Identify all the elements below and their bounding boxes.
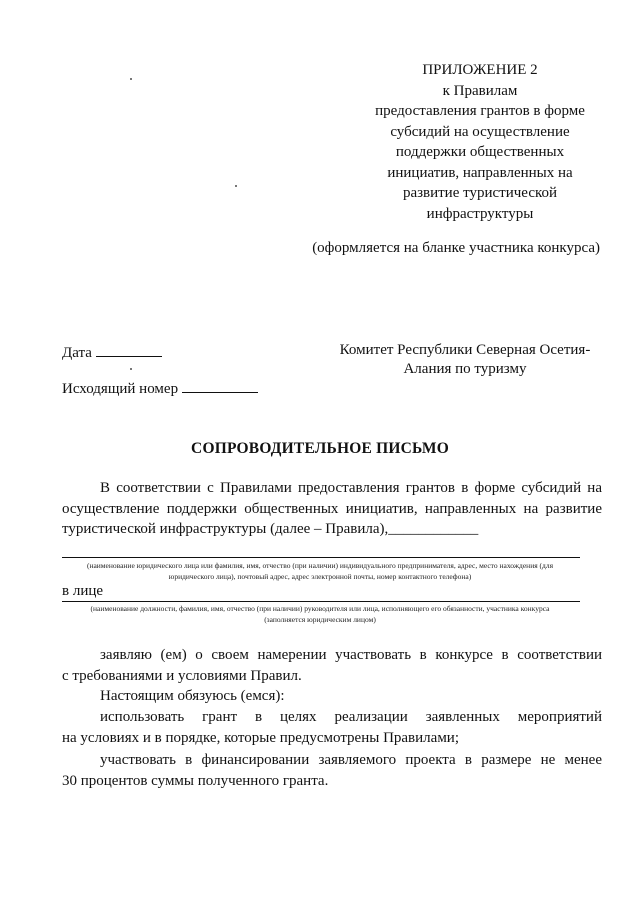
outgoing-number-label: Исходящий номер — [62, 381, 179, 397]
recipient-block — [320, 341, 610, 379]
declaration-paragraph — [62, 645, 602, 686]
declaration-line: заявляю (ем) о своем намерении участвовать в конкурсе в соответствии — [100, 647, 602, 663]
caption-line: (наименование юридического лица или фамилия, имя, отчество (при наличии) индивидуального предпринимателя, адрес, место нахождения (для — [86, 561, 554, 570]
appendix-line: инфраструктуры — [426, 205, 534, 222]
undertake-line: Настоящим обязуюсь (емся): — [100, 688, 285, 704]
recipient-line: Комитет Республики Северная Осетия- — [339, 342, 591, 358]
use-grant-line: на условиях и в порядке, которые предусмотрены Правилами; — [62, 729, 460, 746]
outgoing-number-field — [62, 377, 258, 399]
intro-line: осуществление поддержки общественных инициатив, направленных на развитие — [62, 500, 602, 517]
use-grant-line: использовать грант в целях реализации заявленных мероприятий — [100, 709, 602, 725]
representative-blank-line[interactable] — [62, 601, 580, 602]
representative-caption — [60, 603, 580, 625]
declaration-line: с требованиями и условиями Правил. — [62, 667, 302, 684]
cofinance-line: 30 процентов суммы полученного гранта. — [62, 772, 329, 789]
scan-speck — [130, 368, 132, 370]
intro-line: туристической инфраструктуры (далее – Правила),____________ — [62, 521, 479, 537]
outgoing-number-blank-line[interactable] — [182, 377, 258, 393]
date-field — [62, 341, 258, 363]
appendix-line: предоставления грантов в форме — [375, 103, 585, 119]
letter-fields — [62, 341, 258, 399]
recipient-line: Алания по туризму — [403, 361, 527, 377]
scan-speck — [235, 185, 237, 187]
use-grant-paragraph — [62, 707, 602, 748]
appendix-header — [330, 60, 630, 224]
caption-line: юридического лица), почтовый адрес, адрес электронной почты, номер контактного телефона) — [168, 572, 472, 581]
caption-line: (наименование должности, фамилия, имя, отчество (при наличии) руководителя или лица, исполняющего его обязанности, участника конкурса — [90, 604, 550, 613]
form-note: (оформляется на бланке участника конкурса) — [312, 240, 600, 256]
cofinance-paragraph — [62, 750, 602, 791]
appendix-title: ПРИЛОЖЕНИЕ 2 — [422, 62, 538, 78]
applicant-blank-line[interactable] — [62, 557, 580, 558]
letter-heading: СОПРОВОДИТЕЛЬНОЕ ПИСЬМО — [191, 440, 449, 457]
undertake-paragraph — [62, 686, 602, 707]
intro-line: В соответствии с Правилами предоставления грантов в форме субсидий на — [100, 480, 602, 496]
appendix-line: развитие туристической — [402, 185, 558, 201]
in-person-label: в лице — [62, 583, 104, 599]
appendix-line: поддержки общественных — [395, 144, 565, 160]
date-label: Дата — [62, 345, 92, 361]
caption-line: (заполняется юридическим лицом) — [264, 615, 376, 624]
appendix-line: субсидий на осуществление — [390, 123, 570, 140]
applicant-caption — [60, 560, 580, 582]
cofinance-line: участвовать в финансировании заявляемого проекта в размере не менее — [100, 752, 602, 768]
appendix-line: инициатив, направленных на — [387, 164, 573, 181]
appendix-line: к Правилам — [442, 82, 518, 99]
scan-speck — [130, 78, 132, 80]
intro-paragraph — [62, 478, 602, 540]
date-blank-line[interactable] — [96, 341, 162, 357]
